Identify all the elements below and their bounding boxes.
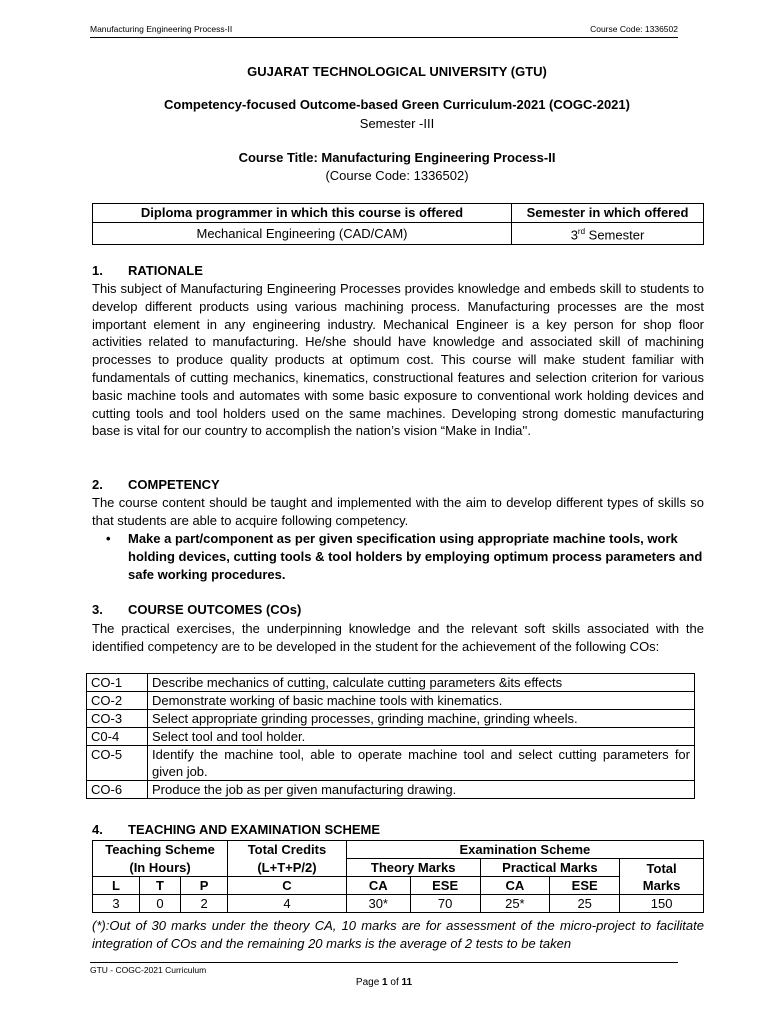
bullet-icon: • [106,531,111,546]
page-number: Page 1 of 11 [355,977,413,988]
co-description: Produce the job as per given manufacturing drawing. [148,781,695,799]
course-title: Course Title: Manufacturing Engineering Process-II [238,150,556,165]
university-title: GUJARAT TECHNOLOGICAL UNIVERSITY (GTU) [247,64,547,79]
co-code: CO-1 [87,674,148,692]
sub-header-p: P [181,877,228,895]
value-theory-ca: 30* [346,895,410,913]
value-practical-ese: 25 [550,895,620,913]
course-outcomes-table [86,673,695,799]
section-heading-scheme: 4. TEACHING AND EXAMINATION SCHEME [92,822,381,837]
co-description: Identify the machine tool, able to operate machine tool and select cutting parameters for given job. [148,746,695,781]
competency-text: The course content should be taught and implemented with the aim to develop different types of skills so that students are able to acquire following competency. [92,495,704,528]
sub-header-t: T [139,877,180,895]
value-total: 150 [620,895,704,913]
rationale-text: This subject of Manufacturing Engineering Processes provides knowledge and embeds skill to students to develop different products using various machining process. Manufacturing processes are the most important element in any engineering industry. Mechanical Engineer is a key person for shop floor activities related to manufacturing. He/she should have knowledge and associated skill of machining processes to produce quality products at optimum cost. This course will make student familiar with fundamentals of cutting mechanics, kinematics, constructional features and selection criterion for various basic machine tools and automates with some basic exposure to conventional work holding devices and cutting tools and tool holders used on the same machines. Developing strong domestic manufacturing base is vital for our country to accomplish the nation’s vision “Make in India''. [92,281,704,439]
co-description: Describe mechanics of cutting, calculate cutting parameters &its effects [148,674,695,692]
curriculum-title: Competency-focused Outcome-based Green Curriculum-2021 (COGC-2021) [164,97,630,112]
co-description: Select appropriate grinding processes, grinding machine, grinding wheels. [148,710,695,728]
theory-marks-header: Theory Marks [346,859,480,877]
table-row [87,674,695,692]
co-code: CO-5 [87,746,148,781]
practical-marks-header: Practical Marks [480,859,620,877]
co-code: C0-4 [87,728,148,746]
in-hours-header: (In Hours) [93,859,228,877]
footer-curriculum: GTU - COGC-2021 Curriculum [90,965,207,975]
header-course-code: Course Code: 1336502 [590,24,678,34]
co-description: Demonstrate working of basic machine tools with kinematics. [148,692,695,710]
co-description: Select tool and tool holder. [148,728,695,746]
footer-divider [90,962,678,963]
total-credits-header: Total Credits [228,841,347,859]
section-heading-outcomes: 3. COURSE OUTCOMES (COs) [92,602,302,617]
offer-table [92,203,704,245]
table-row [87,781,695,799]
course-code: (Course Code: 1336502) [325,168,469,183]
scheme-footnote: (*):Out of 30 marks under the theory CA, 10 marks are for assessment of the micro-project to facilitate integration of COs and the remaining 20 marks is the average of 2 tests to be taken [92,918,704,951]
table-row [87,728,695,746]
value-theory-ese: 70 [410,895,480,913]
teaching-scheme-header: Teaching Scheme [93,841,228,859]
scheme-table [92,840,704,913]
sub-header-l: L [93,877,140,895]
co-code: CO-6 [87,781,148,799]
sub-header-practical-ca: CA [480,877,550,895]
table-row [87,710,695,728]
section-heading-competency: 2. COMPETENCY [92,477,220,492]
ltp-header: (L+T+P/2) [228,859,347,877]
table-row [87,746,695,781]
co-code: CO-2 [87,692,148,710]
section-heading-rationale: 1. RATIONALE [92,263,203,278]
exam-scheme-header: Examination Scheme [346,841,703,859]
total-marks-header: Total Marks [620,859,704,895]
sub-header-c: C [228,877,347,895]
competency-bullet: • Make a part/component as per given specification using appropriate machine tools, work holding devices, cutting tools & tool holders by employing optimum process parameters and safe working procedures. [106,531,703,582]
sub-header-practical-ese: ESE [550,877,620,895]
sub-header-theory-ese: ESE [410,877,480,895]
offer-semester: 3rd Semester [512,223,704,245]
value-p: 2 [181,895,228,913]
offer-col1-header: Diploma programmer in which this course is offered [93,204,512,223]
semester-label: Semester -III [359,116,435,131]
header-course-name: Manufacturing Engineering Process-II [90,24,233,34]
value-t: 0 [139,895,180,913]
value-c: 4 [228,895,347,913]
running-header [90,23,678,38]
offer-programme: Mechanical Engineering (CAD/CAM) [93,223,512,245]
value-l: 3 [93,895,140,913]
outcomes-text: The practical exercises, the underpinning knowledge and the relevant soft skills associated with the identified competency are to be developed in the student for the achievement of the following COs: [92,621,704,654]
offer-col2-header: Semester in which offered [512,204,704,223]
table-row [87,692,695,710]
co-code: CO-3 [87,710,148,728]
sub-header-theory-ca: CA [346,877,410,895]
value-practical-ca: 25* [480,895,550,913]
table-row [93,895,704,913]
